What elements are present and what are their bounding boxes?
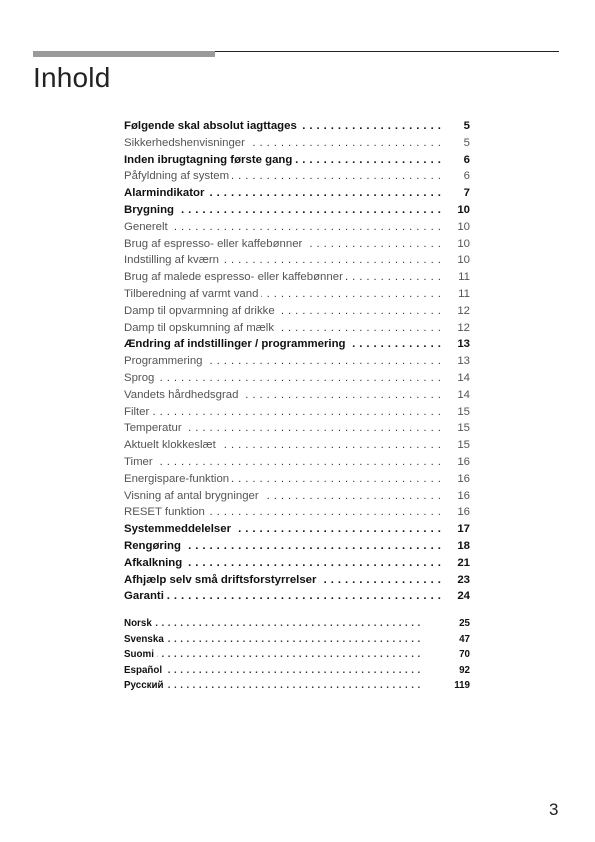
toc-entry[interactable] <box>124 387 470 404</box>
toc-entry-page: 11 <box>444 286 470 303</box>
toc-entry-label: Afkalkning <box>124 557 185 569</box>
toc-entry-label: Damp til opskumning af mælk <box>124 322 277 334</box>
toc-entry-label: Ændring af indstillinger / programmering <box>124 338 349 350</box>
header-rule <box>215 51 559 52</box>
toc-entry-page: 11 <box>444 269 470 286</box>
toc-entry[interactable] <box>124 185 470 202</box>
dot-leader <box>124 616 422 632</box>
toc-entry-label: Visning af antal brygninger <box>124 490 262 502</box>
header-rule-accent <box>33 51 215 57</box>
toc-entry[interactable] <box>124 663 470 679</box>
toc-entry-label: Systemmeddelelser <box>124 523 234 535</box>
toc-entry-page: 7 <box>444 185 470 202</box>
table-of-contents <box>124 118 470 605</box>
toc-entry-page: 47 <box>422 632 470 648</box>
toc-entry[interactable] <box>124 252 470 269</box>
toc-entry-label: Aktuelt klokkeslæt <box>124 439 219 451</box>
toc-entry-label: Programmering <box>124 355 206 367</box>
page-number: 3 <box>549 800 559 819</box>
toc-entry-label: Inden ibrugtagning første gang <box>124 154 295 166</box>
toc-entry-page: 10 <box>444 236 470 253</box>
toc-entry[interactable] <box>124 454 470 471</box>
dot-leader <box>124 219 444 236</box>
toc-entry[interactable] <box>124 118 470 135</box>
toc-entry[interactable] <box>124 588 470 605</box>
dot-leader <box>124 404 444 421</box>
toc-entry-label: Vandets hårdhedsgrad <box>124 389 241 401</box>
toc-entry[interactable] <box>124 353 470 370</box>
toc-entry[interactable] <box>124 202 470 219</box>
toc-entry-page: 21 <box>444 555 470 572</box>
toc-entry-label: Sikkerhedshenvisninger <box>124 137 248 149</box>
language-index <box>124 616 470 694</box>
toc-entry-page: 10 <box>444 202 470 219</box>
toc-entry-label: Indstilling af kværn <box>124 254 222 266</box>
toc-entry-page: 12 <box>444 303 470 320</box>
toc-entry-page: 16 <box>444 471 470 488</box>
toc-entry[interactable] <box>124 320 470 337</box>
toc-entry[interactable] <box>124 135 470 152</box>
toc-entry-page: 6 <box>444 168 470 185</box>
toc-entry[interactable] <box>124 471 470 488</box>
toc-entry-label: Filter <box>124 406 152 418</box>
toc-entry-label: Timer <box>124 456 156 468</box>
toc-entry-page: 14 <box>444 370 470 387</box>
toc-entry-page: 17 <box>444 521 470 538</box>
toc-entry[interactable] <box>124 521 470 538</box>
toc-entry-label: Brug af espresso- eller kaffebønner <box>124 238 305 250</box>
toc-entry-label: Tilberedning af varmt vand <box>124 288 261 300</box>
toc-entry-label: Påfyldning af system <box>124 170 232 182</box>
toc-entry-page: 15 <box>444 437 470 454</box>
toc-entry-page: 25 <box>422 616 470 632</box>
toc-entry[interactable] <box>124 555 470 572</box>
toc-entry[interactable] <box>124 678 470 694</box>
toc-entry-label: Generelt <box>124 221 171 233</box>
toc-entry-label: Rengøring <box>124 540 184 552</box>
toc-entry[interactable] <box>124 303 470 320</box>
toc-entry-page: 23 <box>444 572 470 589</box>
toc-entry-page: 6 <box>444 152 470 169</box>
toc-entry[interactable] <box>124 168 470 185</box>
toc-entry-page: 92 <box>422 663 470 679</box>
toc-entry[interactable] <box>124 632 470 648</box>
dot-leader <box>124 678 422 694</box>
toc-entry[interactable] <box>124 572 470 589</box>
toc-entry-page: 13 <box>444 353 470 370</box>
toc-entry-page: 18 <box>444 538 470 555</box>
toc-entry-label: Følgende skal absolut iagttages <box>124 120 300 132</box>
toc-entry-label: Suomi <box>124 649 157 660</box>
toc-entry[interactable] <box>124 286 470 303</box>
toc-entry-page: 70 <box>422 647 470 663</box>
toc-entry[interactable] <box>124 152 470 169</box>
toc-entry[interactable] <box>124 219 470 236</box>
toc-entry[interactable] <box>124 404 470 421</box>
toc-entry-label: Damp til opvarmning af drikke <box>124 305 278 317</box>
toc-entry[interactable] <box>124 538 470 555</box>
toc-entry-label: Русский <box>124 680 167 691</box>
toc-entry-label: Brug af malede espresso- eller kaffebønner <box>124 271 346 283</box>
toc-entry-label: RESET funktion <box>124 506 208 518</box>
dot-leader <box>124 663 422 679</box>
dot-leader <box>124 370 444 387</box>
toc-entry-page: 10 <box>444 252 470 269</box>
toc-entry-label: Norsk <box>124 618 155 629</box>
toc-entry[interactable] <box>124 236 470 253</box>
toc-entry-page: 5 <box>444 135 470 152</box>
toc-entry[interactable] <box>124 504 470 521</box>
toc-entry-page: 16 <box>444 504 470 521</box>
toc-entry-page: 15 <box>444 420 470 437</box>
toc-entry-page: 119 <box>422 678 470 694</box>
toc-entry-page: 5 <box>444 118 470 135</box>
toc-entry-label: Energispare-funktion <box>124 473 232 485</box>
toc-entry[interactable] <box>124 488 470 505</box>
toc-entry-page: 13 <box>444 336 470 353</box>
toc-entry-page: 15 <box>444 404 470 421</box>
toc-entry[interactable] <box>124 420 470 437</box>
toc-entry-page: 14 <box>444 387 470 404</box>
toc-entry[interactable] <box>124 370 470 387</box>
toc-entry[interactable] <box>124 647 470 663</box>
toc-entry[interactable] <box>124 269 470 286</box>
toc-entry[interactable] <box>124 437 470 454</box>
toc-entry-page: 16 <box>444 488 470 505</box>
toc-entry-page: 10 <box>444 219 470 236</box>
toc-entry-label: Brygning <box>124 204 177 216</box>
toc-entry[interactable] <box>124 616 470 632</box>
dot-leader <box>124 632 422 648</box>
dot-leader <box>124 454 444 471</box>
toc-entry-label: Svenska <box>124 634 167 645</box>
toc-entry-label: Temperatur <box>124 422 185 434</box>
toc-entry[interactable] <box>124 336 470 353</box>
dot-leader <box>124 647 422 663</box>
page-title: Inhold <box>33 62 111 93</box>
toc-entry-label: Garanti <box>124 590 167 602</box>
toc-entry-label: Sprog <box>124 372 157 384</box>
toc-entry-page: 24 <box>444 588 470 605</box>
dot-leader <box>124 588 444 605</box>
toc-entry-label: Español <box>124 665 165 676</box>
toc-entry-page: 12 <box>444 320 470 337</box>
toc-entry-label: Afhjælp selv små driftsforstyrrelser <box>124 574 319 586</box>
toc-entry-label: Alarmindikator <box>124 187 207 199</box>
toc-entry-page: 16 <box>444 454 470 471</box>
